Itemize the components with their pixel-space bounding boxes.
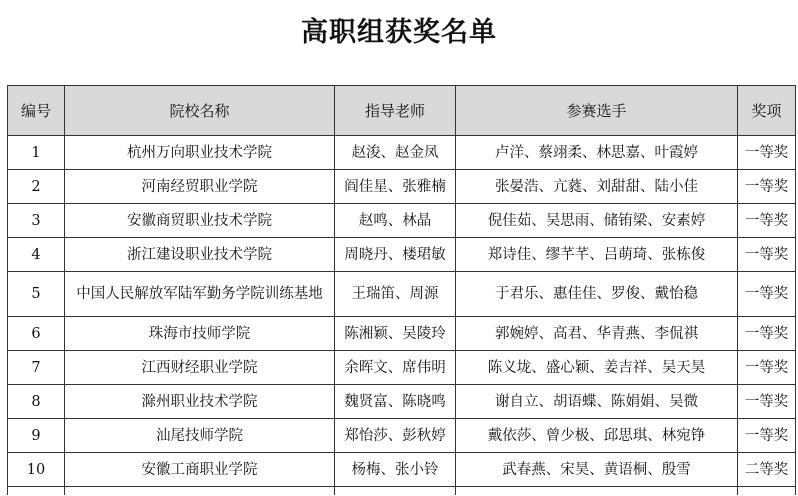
cell-teacher: 杨梅、张小铃 <box>335 453 456 487</box>
cell-school: 浙江建设职业技术学院 <box>65 238 335 272</box>
header-school: 院校名称 <box>65 86 335 136</box>
cell-players: 陈义垅、盛心颖、姜吉祥、吴天昊 <box>456 351 738 385</box>
cell-school: 江西财经职业学院 <box>65 351 335 385</box>
table-body <box>8 136 796 496</box>
cell-empty <box>335 487 456 496</box>
cell-players: 谢自立、胡语蝶、陈娟娟、吴微 <box>456 385 738 419</box>
cell-players: 于君乐、惠佳佳、罗俊、戴怡稳 <box>456 272 738 317</box>
cell-no: 5 <box>8 272 65 317</box>
cell-players: 郭婉婷、高君、华青燕、李侃祺 <box>456 317 738 351</box>
cell-empty <box>456 487 738 496</box>
table-row <box>8 136 796 170</box>
table-row <box>8 351 796 385</box>
table-row-partial <box>8 487 796 496</box>
header-award: 奖项 <box>738 86 796 136</box>
cell-players: 张晏浩、亢蕤、刘甜甜、陆小佳 <box>456 170 738 204</box>
cell-teacher: 阎佳星、张雅楠 <box>335 170 456 204</box>
cell-award: 二等奖 <box>738 453 796 487</box>
cell-empty <box>8 487 65 496</box>
table-row <box>8 419 796 453</box>
cell-no: 9 <box>8 419 65 453</box>
cell-award: 一等奖 <box>738 238 796 272</box>
cell-no: 2 <box>8 170 65 204</box>
table-row <box>8 170 796 204</box>
cell-teacher: 魏贤富、陈晓鸣 <box>335 385 456 419</box>
cell-players: 戴依莎、曾少极、邱思琪、林宛铮 <box>456 419 738 453</box>
table-row <box>8 317 796 351</box>
cell-no: 6 <box>8 317 65 351</box>
cell-players: 卢洋、蔡翊柔、林思嘉、叶霞婷 <box>456 136 738 170</box>
cell-award: 一等奖 <box>738 351 796 385</box>
cell-school: 汕尾技师学院 <box>65 419 335 453</box>
cell-award: 一等奖 <box>738 317 796 351</box>
cell-empty <box>65 487 335 496</box>
header-no: 编号 <box>8 86 65 136</box>
table-header <box>8 86 796 136</box>
cell-teacher: 赵鸣、林晶 <box>335 204 456 238</box>
cell-no: 1 <box>8 136 65 170</box>
cell-award: 一等奖 <box>738 204 796 238</box>
cell-no: 3 <box>8 204 65 238</box>
cell-school: 杭州万向职业技术学院 <box>65 136 335 170</box>
cell-teacher: 郑怡莎、彭秋婷 <box>335 419 456 453</box>
cell-teacher: 陈湘颖、吴陵玲 <box>335 317 456 351</box>
cell-award: 一等奖 <box>738 419 796 453</box>
cell-players: 倪佳茹、吴思雨、储铕梁、安素婷 <box>456 204 738 238</box>
cell-award: 一等奖 <box>738 385 796 419</box>
cell-school: 安徽工商职业学院 <box>65 453 335 487</box>
cell-award: 一等奖 <box>738 170 796 204</box>
cell-school: 珠海市技师学院 <box>65 317 335 351</box>
page-title: 高职组获奖名单 <box>301 17 497 48</box>
cell-teacher: 周晓丹、楼珺敏 <box>335 238 456 272</box>
cell-teacher: 赵浚、赵金凤 <box>335 136 456 170</box>
cell-empty <box>738 487 796 496</box>
cell-no: 8 <box>8 385 65 419</box>
cell-no: 7 <box>8 351 65 385</box>
cell-teacher: 余晖文、席伟明 <box>335 351 456 385</box>
cell-school: 滁州职业技术学院 <box>65 385 335 419</box>
cell-players: 郑诗佳、缪芊芊、吕萌琦、张栋俊 <box>456 238 738 272</box>
table-row <box>8 453 796 487</box>
cell-award: 一等奖 <box>738 272 796 317</box>
header-players: 参赛选手 <box>456 86 738 136</box>
cell-no: 10 <box>8 453 65 487</box>
table-row <box>8 385 796 419</box>
table-row <box>8 272 796 317</box>
cell-award: 一等奖 <box>738 136 796 170</box>
header-teacher: 指导老师 <box>335 86 456 136</box>
cell-players: 武春燕、宋昊、黄语桐、殷雪 <box>456 453 738 487</box>
table-row <box>8 238 796 272</box>
awards-table <box>7 85 796 495</box>
cell-teacher: 王瑞笛、周源 <box>335 272 456 317</box>
header-row <box>8 86 796 136</box>
cell-school: 中国人民解放军陆军勤务学院训练基地 <box>65 272 335 317</box>
cell-school: 河南经贸职业学院 <box>65 170 335 204</box>
table-row <box>8 204 796 238</box>
cell-no: 4 <box>8 238 65 272</box>
cell-school: 安徽商贸职业技术学院 <box>65 204 335 238</box>
